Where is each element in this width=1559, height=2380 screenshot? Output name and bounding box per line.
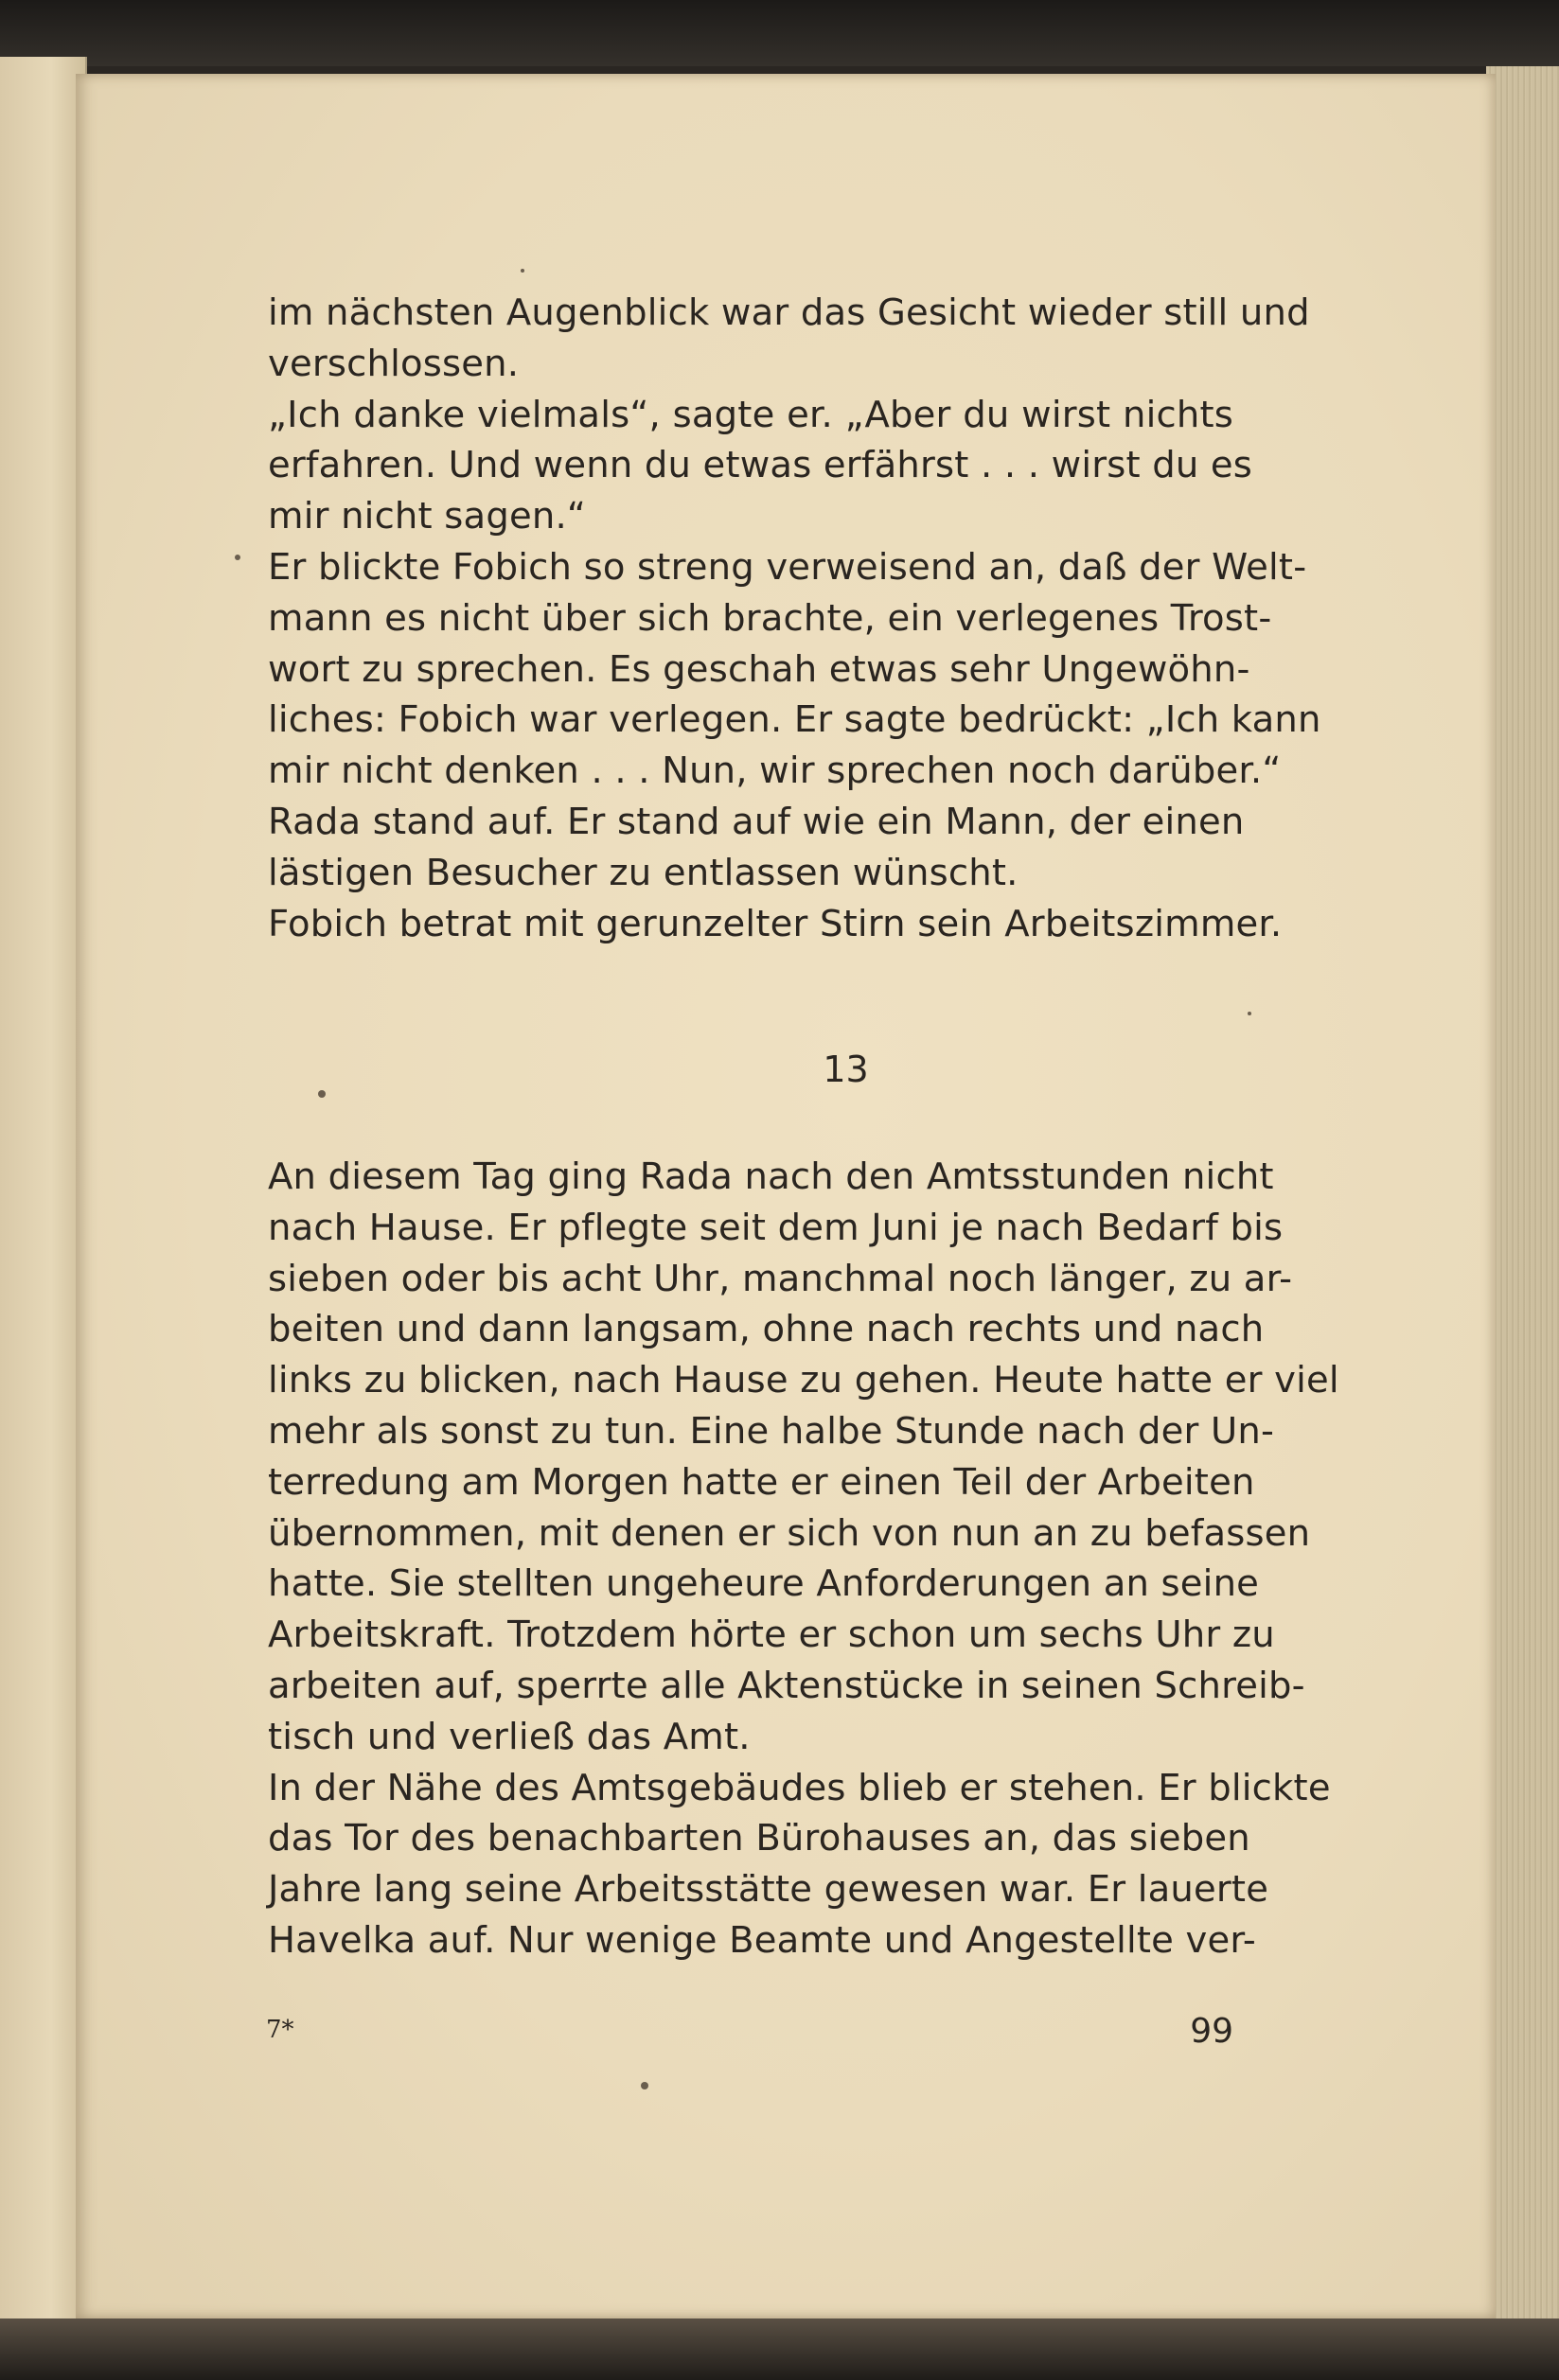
text-line: wort zu sprechen. Es geschah etwas sehr Ungewöhn- bbox=[268, 647, 1250, 691]
text-line: lästigen Besucher zu entlassen wünscht. bbox=[268, 851, 1019, 894]
text-line: links zu blicken, nach Hause zu gehen. Heute hatte er viel bbox=[268, 1359, 1339, 1402]
text-line: nach Hause. Er pflegte seit dem Juni je nach Bedarf bis bbox=[268, 1206, 1284, 1249]
text-line: das Tor des benachbarten Bürohauses an, das sieben bbox=[268, 1817, 1250, 1860]
text-line: übernommen, mit denen er sich von nun an zu befassen bbox=[268, 1511, 1311, 1555]
text-line: Havelka auf. Nur wenige Beamte und Angestellte ver- bbox=[268, 1918, 1257, 1962]
chapter-number: 13 bbox=[823, 1049, 869, 1090]
speck bbox=[521, 269, 524, 273]
text-line: beiten und dann langsam, ohne nach rechts und nach bbox=[268, 1308, 1265, 1351]
page-number: 99 bbox=[1190, 2012, 1233, 2051]
text-line: In der Nähe des Amtsgebäudes blieb er stehen. Er blickte bbox=[268, 1766, 1331, 1809]
text-line: hatte. Sie stellten ungeheure Anforderungen an seine bbox=[268, 1562, 1260, 1606]
page-stack-right-edge bbox=[1486, 66, 1559, 2328]
speck bbox=[641, 2082, 648, 2089]
book-cover-left-edge bbox=[0, 57, 87, 2328]
text-line: mir nicht sagen.“ bbox=[268, 495, 587, 538]
text-block-top bbox=[268, 288, 1321, 949]
text-line: arbeiten auf, sperrte alle Aktenstücke in seinen Schreib- bbox=[268, 1664, 1305, 1707]
text-line: terredung am Morgen hatte er einen Teil der Arbeiten bbox=[268, 1460, 1255, 1504]
text-line: Jahre lang seine Arbeitsstätte gewesen war. Er lauerte bbox=[268, 1868, 1269, 1912]
text-line: sieben oder bis acht Uhr, manchmal noch länger, zu ar- bbox=[268, 1257, 1293, 1300]
text-line: mehr als sonst zu tun. Eine halbe Stunde nach der Un- bbox=[268, 1409, 1275, 1453]
scan-top-edge bbox=[0, 0, 1559, 66]
text-line: tisch und verließ das Amt. bbox=[268, 1715, 751, 1758]
scan-bottom-edge bbox=[0, 2318, 1559, 2380]
signature-mark: 7* bbox=[266, 2016, 294, 2044]
text-line: verschlossen. bbox=[268, 342, 520, 385]
speck bbox=[318, 1090, 326, 1098]
text-line: mir nicht denken . . . Nun, wir sprechen noch darüber.“ bbox=[268, 749, 1282, 793]
text-line: An diesem Tag ging Rada nach den Amtsstunden nicht bbox=[268, 1155, 1274, 1198]
speck bbox=[1248, 1012, 1251, 1015]
text-line: Rada stand auf. Er stand auf wie ein Mann, der einen bbox=[268, 800, 1245, 843]
text-line: Er blickte Fobich so streng verweisend an, daß der Welt- bbox=[268, 545, 1307, 589]
text-line: Fobich betrat mit gerunzelter Stirn sein Arbeitszimmer. bbox=[268, 902, 1283, 945]
text-block-bottom bbox=[268, 1152, 1339, 1966]
text-line: erfahren. Und wenn du etwas erfährst . . . wirst du es bbox=[268, 444, 1253, 487]
text-line: Arbeitskraft. Trotzdem hörte er schon um sechs Uhr zu bbox=[268, 1613, 1275, 1657]
speck bbox=[235, 555, 240, 560]
text-line: „Ich danke vielmals“, sagte er. „Aber du wirst nichts bbox=[268, 393, 1233, 436]
text-line: im nächsten Augenblick war das Gesicht wieder still und bbox=[268, 291, 1310, 334]
text-line: liches: Fobich war verlegen. Er sagte bedrückt: „Ich kann bbox=[268, 698, 1321, 742]
text-line: mann es nicht über sich brachte, ein verlegenes Trost- bbox=[268, 596, 1272, 640]
